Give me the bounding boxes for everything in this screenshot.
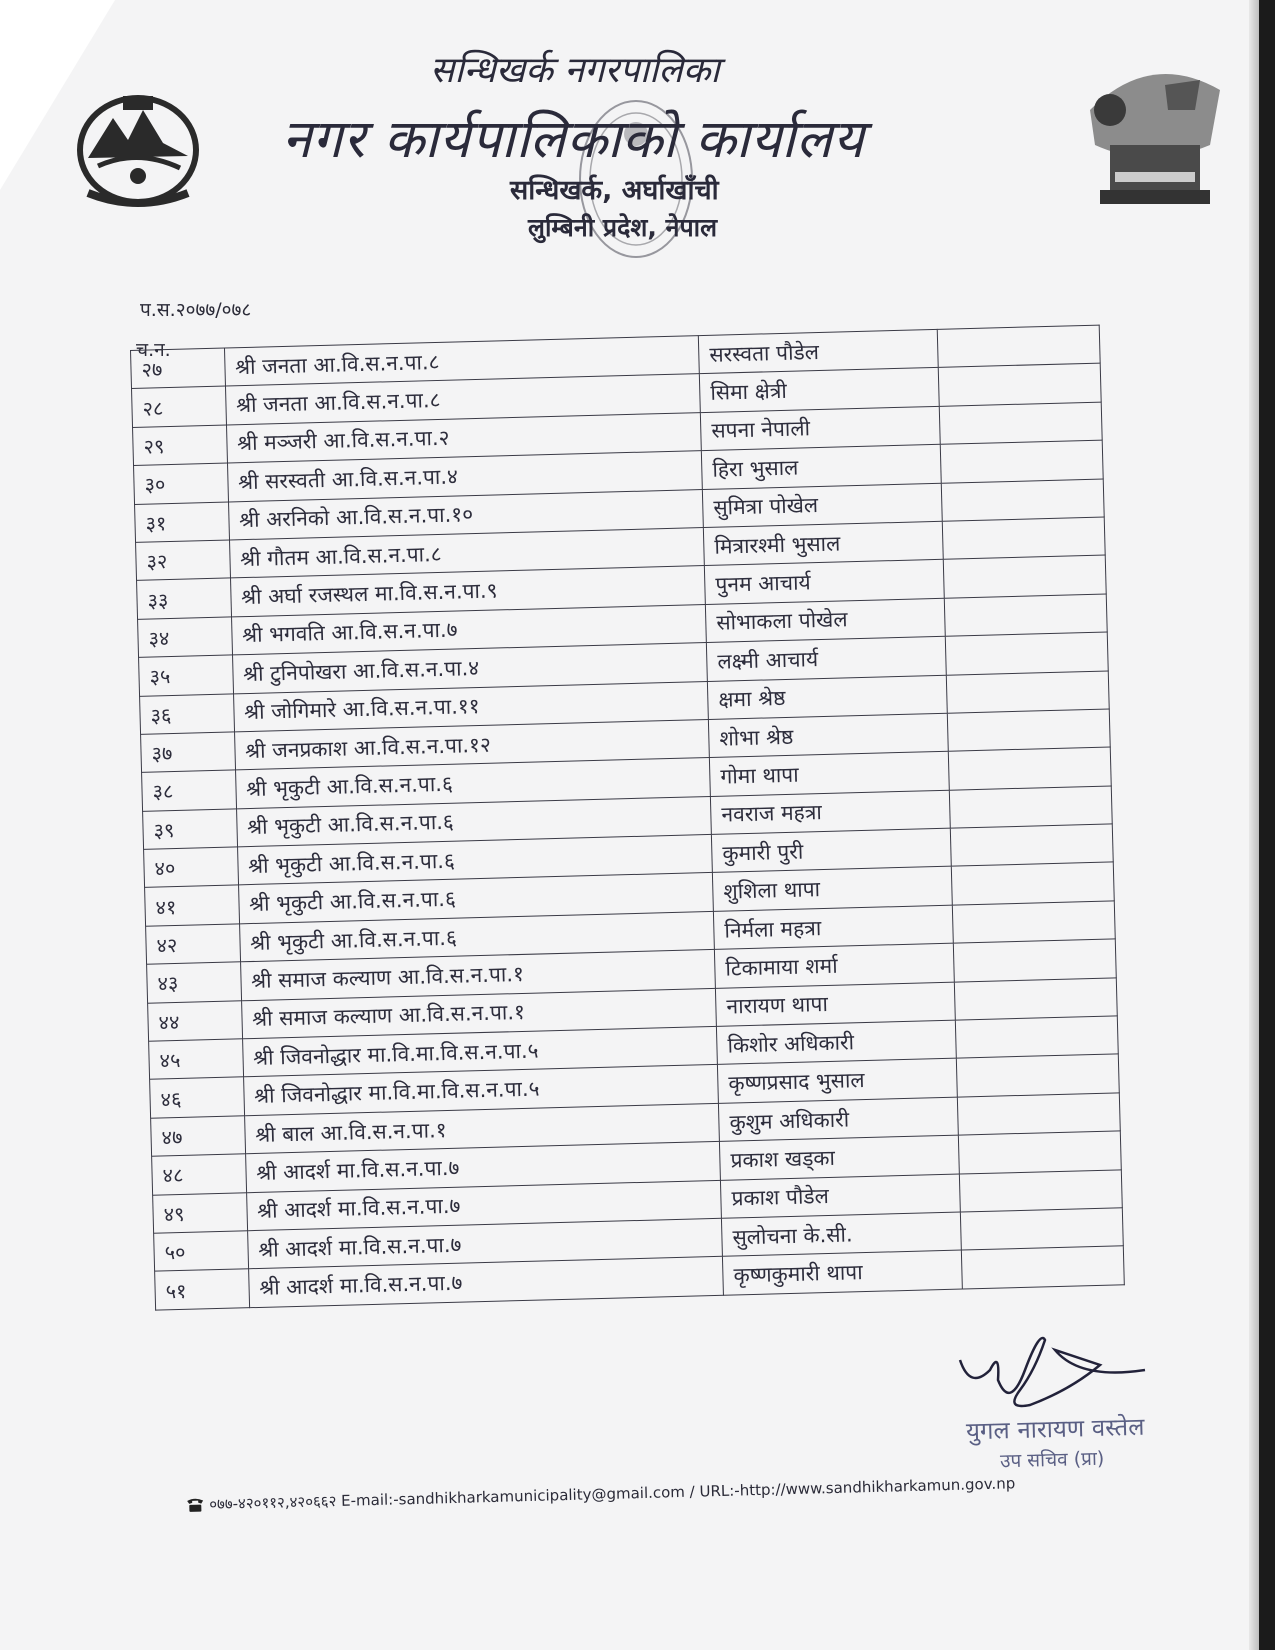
- person-name-cell: सपना नेपाली: [700, 406, 940, 451]
- school-name-cell: श्री भृकुटी आ.वि.स.न.पा.६: [239, 911, 714, 962]
- serial-number-cell: ४१: [145, 885, 240, 926]
- person-name-cell: किशोर अधिकारी: [717, 1020, 957, 1065]
- serial-number-cell: ५१: [155, 1269, 250, 1310]
- school-name-cell: श्री भृकुटी आ.वि.स.न.पा.६: [237, 835, 712, 886]
- school-name-cell: श्री अर्घा रजस्थल मा.वि.स.न.पा.९: [230, 566, 705, 617]
- serial-number-cell: ४७: [151, 1116, 246, 1157]
- office-name: नगर कार्यपालिकाको कार्यालय: [282, 109, 865, 170]
- serial-number-cell: ४५: [149, 1039, 244, 1080]
- person-name-cell: मित्रारश्मी भुसाल: [703, 521, 943, 566]
- serial-number-cell: ३८: [142, 770, 237, 811]
- serial-number-cell: ४३: [147, 962, 242, 1003]
- remarks-cell: [947, 709, 1110, 752]
- person-name-cell: निर्मला महत्रा: [713, 905, 953, 950]
- serial-number-cell: ४९: [153, 1192, 248, 1233]
- school-name-cell: श्री गौतम आ.वि.स.न.पा.८: [229, 528, 704, 579]
- scan-edge: [1259, 0, 1275, 1650]
- footer-contact: [185, 1473, 1015, 1515]
- person-name-cell: पुनम आचार्य: [704, 560, 944, 605]
- remarks-cell: [937, 325, 1100, 368]
- nepal-emblem-icon: [68, 88, 208, 218]
- signatory-name: युगल नारायण वस्तेल: [965, 1412, 1145, 1446]
- municipality-logo-icon: [1070, 50, 1230, 210]
- serial-number-cell: ४४: [148, 1000, 243, 1041]
- person-name-cell: सोभाकला पोखेल: [705, 598, 945, 643]
- school-name-cell: श्री आदर्श मा.वि.स.न.पा.७: [248, 1257, 723, 1308]
- serial-number-cell: ३६: [140, 693, 235, 734]
- serial-number-cell: २७: [131, 348, 226, 389]
- remarks-cell: [938, 363, 1101, 406]
- person-name-cell: प्रकाश खड्का: [720, 1135, 960, 1180]
- person-name-cell: सरस्वता पौडेल: [698, 329, 938, 374]
- person-name-cell: कृष्णकुमारी थापा: [723, 1250, 963, 1295]
- school-name-cell: श्री बाल आ.वि.स.न.पा.१: [244, 1103, 719, 1154]
- person-name-cell: कुशुम अधिकारी: [719, 1097, 959, 1142]
- remarks-cell: [957, 1093, 1120, 1136]
- remarks-cell: [952, 901, 1115, 944]
- person-name-cell: नारायण थापा: [715, 982, 955, 1027]
- signatory-title: उप सचिव (प्रा): [999, 1447, 1105, 1473]
- serial-number-cell: ४२: [146, 924, 241, 965]
- person-name-cell: कुमारी पुरी: [711, 828, 951, 873]
- serial-number-cell: ४८: [152, 1154, 247, 1195]
- footer-contact-text: ०७७-४२०११२,४२०६६२ E-mail:-sandhikharkamunicipality@gmail.com / URL:-http://www.sandhikharkamun.gov.np: [209, 1474, 1016, 1514]
- remarks-cell: [943, 555, 1106, 598]
- remarks-cell: [951, 862, 1114, 905]
- signature-icon: [950, 1310, 1150, 1420]
- remarks-cell: [961, 1246, 1124, 1289]
- school-name-cell: श्री अरनिको आ.वि.स.न.पा.१०: [228, 489, 703, 540]
- person-name-cell: टिकामाया शर्मा: [714, 943, 954, 988]
- serial-number-cell: ४६: [150, 1077, 245, 1118]
- person-name-cell: गोमा थापा: [709, 752, 949, 797]
- municipality-name: सन्धिखर्क नगरपालिका: [430, 50, 720, 91]
- remarks-cell: [959, 1169, 1122, 1212]
- school-name-cell: श्री जिवनोद्धार मा.वि.मा.वि.स.न.पा.५: [242, 1026, 717, 1077]
- person-name-cell: सिमा क्षेत्री: [699, 368, 939, 413]
- remarks-cell: [941, 479, 1104, 522]
- serial-number-cell: ४०: [144, 847, 239, 888]
- scan-edge-shadow: [1249, 0, 1259, 1650]
- remarks-cell: [940, 440, 1103, 483]
- remarks-cell: [955, 1016, 1118, 1059]
- person-name-cell: सुमित्रा पोखेल: [702, 483, 942, 528]
- person-name-cell: कृष्णप्रसाद भुसाल: [718, 1059, 958, 1104]
- serial-number-cell: ३२: [136, 540, 231, 581]
- remarks-cell: [953, 939, 1116, 982]
- school-name-cell: श्री आदर्श मा.वि.स.न.पा.७: [246, 1180, 721, 1231]
- school-name-cell: श्री आदर्श मा.वि.स.न.पा.७: [247, 1218, 722, 1269]
- serial-number-cell: ३७: [141, 732, 236, 773]
- remarks-cell: [950, 824, 1113, 867]
- remarks-cell: [954, 978, 1117, 1021]
- school-name-cell: श्री भृकुटी आ.वि.स.न.पा.६: [235, 758, 710, 809]
- person-name-cell: क्षमा श्रेष्ठ: [707, 675, 947, 720]
- person-name-cell: शुशिला थापा: [712, 867, 952, 912]
- serial-number-cell: ३३: [137, 578, 232, 619]
- reference-number: प.स.२०७७/०७८: [140, 299, 252, 321]
- remarks-cell: [944, 594, 1107, 637]
- office-location: सन्धिखर्क, अर्घाखाँची: [510, 175, 719, 206]
- remarks-cell: [949, 786, 1112, 829]
- school-name-cell: श्री समाज कल्याण आ.वि.स.न.पा.१: [241, 988, 716, 1039]
- person-name-cell: नवराज महत्रा: [710, 790, 950, 835]
- school-name-cell: श्री आदर्श मा.वि.स.न.पा.७: [245, 1142, 720, 1193]
- phone-icon: [185, 1496, 205, 1513]
- remarks-cell: [958, 1131, 1121, 1174]
- remarks-cell: [956, 1054, 1119, 1097]
- serial-number-cell: ५०: [154, 1231, 249, 1272]
- remarks-cell: [939, 402, 1102, 445]
- school-name-cell: श्री समाज कल्याण आ.वि.स.न.पा.१: [240, 950, 715, 1001]
- dispatch-number: च.न.: [136, 339, 171, 361]
- school-name-cell: श्री जनता आ.वि.स.न.पा.८: [225, 374, 700, 425]
- school-name-cell: श्री जिवनोद्धार मा.वि.मा.वि.स.न.पा.५: [243, 1065, 718, 1116]
- remarks-cell: [945, 632, 1108, 675]
- school-name-cell: श्री जोगिमारे आ.वि.स.न.पा.११: [233, 681, 708, 732]
- person-name-cell: शोभा श्रेष्ठ: [708, 713, 948, 758]
- roster-body: [131, 325, 1125, 1310]
- remarks-cell: [948, 747, 1111, 790]
- serial-number-cell: २८: [132, 386, 227, 427]
- school-name-cell: श्री सरस्वती आ.वि.स.न.पा.४: [227, 451, 702, 502]
- person-name-cell: हिरा भुसाल: [701, 444, 941, 489]
- serial-number-cell: ३९: [143, 809, 238, 850]
- serial-number-cell: २९: [133, 425, 228, 466]
- office-province: लुम्बिनी प्रदेश, नेपाल: [528, 213, 718, 242]
- person-name-cell: सुलोचना के.सी.: [722, 1212, 962, 1257]
- roster-table: [130, 325, 1125, 1311]
- remarks-cell: [942, 517, 1105, 560]
- serial-number-cell: ३०: [134, 463, 229, 504]
- serial-number-cell: ३४: [138, 617, 233, 658]
- school-name-cell: श्री जनप्रकाश आ.वि.स.न.पा.१२: [234, 719, 709, 770]
- roster-table-wrapper: [130, 325, 1125, 1310]
- school-name-cell: श्री जनता आ.वि.स.न.पा.८: [224, 336, 699, 387]
- serial-number-cell: ३५: [139, 655, 234, 696]
- remarks-cell: [960, 1208, 1123, 1251]
- school-name-cell: श्री भृकुटी आ.वि.स.न.पा.६: [236, 796, 711, 847]
- school-name-cell: श्री भृकुटी आ.वि.स.न.पा.६: [238, 873, 713, 924]
- school-name-cell: श्री मञ्जरी आ.वि.स.न.पा.२: [226, 412, 701, 463]
- person-name-cell: प्रकाश पौडेल: [721, 1174, 961, 1219]
- serial-number-cell: ३१: [135, 502, 230, 543]
- school-name-cell: श्री टुनिपोखरा आ.वि.स.न.पा.४: [232, 643, 707, 694]
- school-name-cell: श्री भगवति आ.वि.स.न.पा.७: [231, 604, 706, 655]
- remarks-cell: [946, 671, 1109, 714]
- person-name-cell: लक्ष्मी आचार्य: [706, 636, 946, 681]
